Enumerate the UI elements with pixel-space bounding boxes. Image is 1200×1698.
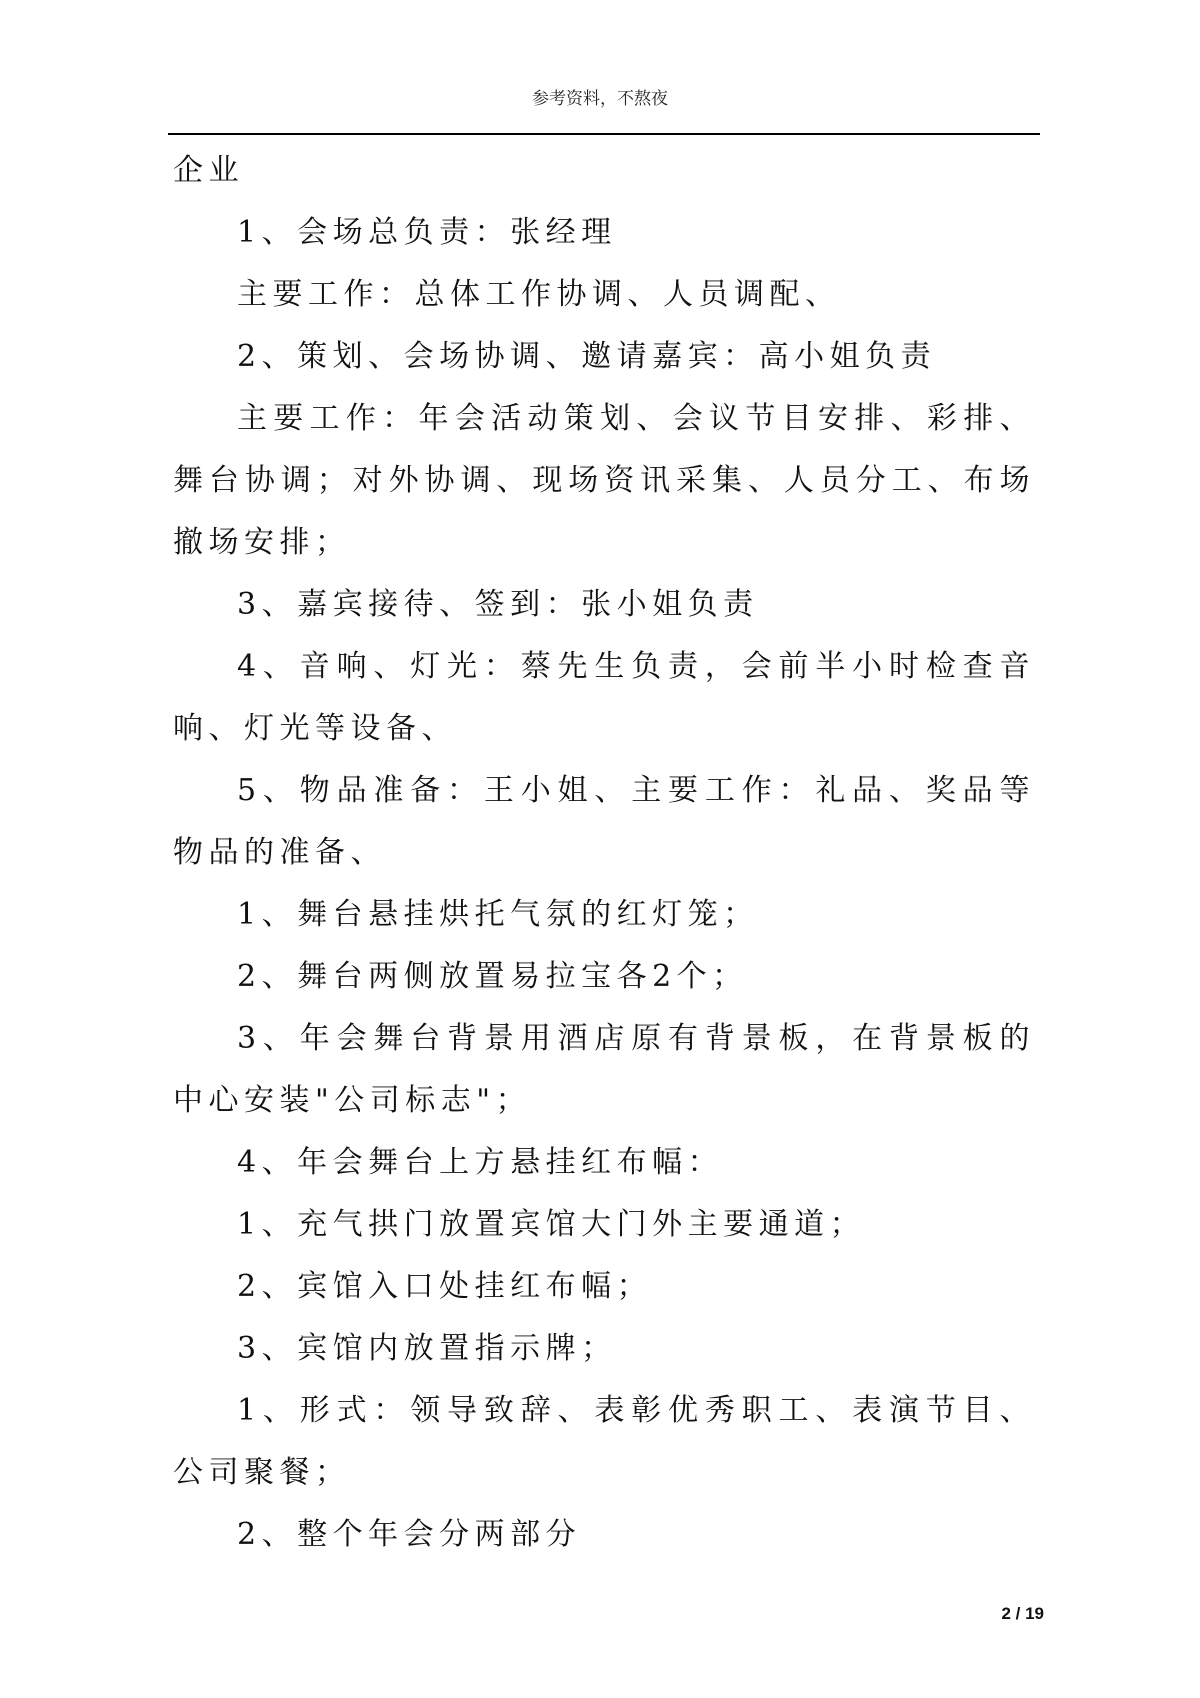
paragraph: 企业 (173, 153, 244, 188)
paragraph: 3、年会舞台背景用酒店原有背景板，在背景板的中心安装"公司标志"； (173, 1021, 1035, 1118)
paragraph: 3、宾馆内放置指示牌； (237, 1331, 617, 1366)
document-body (173, 140, 1035, 1566)
paragraph: 1、充气拱门放置宾馆大门外主要通道； (237, 1207, 866, 1242)
header-divider (168, 133, 1040, 135)
page-number: 2 / 19 (1001, 1604, 1044, 1623)
paragraph: 5、物品准备：王小姐、主要工作：礼品、奖品等物品的准备、 (173, 773, 1035, 870)
paragraph: 4、年会舞台上方悬挂红布幅： (237, 1145, 724, 1180)
paragraph: 2、宾馆入口处挂红布幅； (237, 1269, 653, 1304)
paragraph: 2、策划、会场协调、邀请嘉宾：高小姐负责 (237, 339, 937, 374)
paragraph: 主要工作：年会活动策划、会议节目安排、彩排、舞台协调；对外协调、现场资讯采集、人员分工、布场撤场安排； (173, 401, 1035, 560)
paragraph: 1、形式：领导致辞、表彰优秀职工、表演节目、公司聚餐； (173, 1393, 1035, 1490)
paragraph: 1、会场总负责：张经理 (237, 215, 617, 250)
page-header: 参考资料，不熬夜 (532, 89, 668, 109)
paragraph: 2、舞台两侧放置易拉宝各2个； (237, 959, 748, 994)
paragraph: 主要工作：总体工作协调、人员调配、 (237, 277, 841, 312)
paragraph: 1、舞台悬挂烘托气氛的红灯笼； (237, 897, 759, 932)
paragraph: 4、音响、灯光：蔡先生负责，会前半小时检查音响、灯光等设备、 (173, 649, 1035, 746)
paragraph: 3、嘉宾接待、签到：张小姐负责 (237, 587, 759, 622)
paragraph: 2、整个年会分两部分 (237, 1517, 582, 1552)
